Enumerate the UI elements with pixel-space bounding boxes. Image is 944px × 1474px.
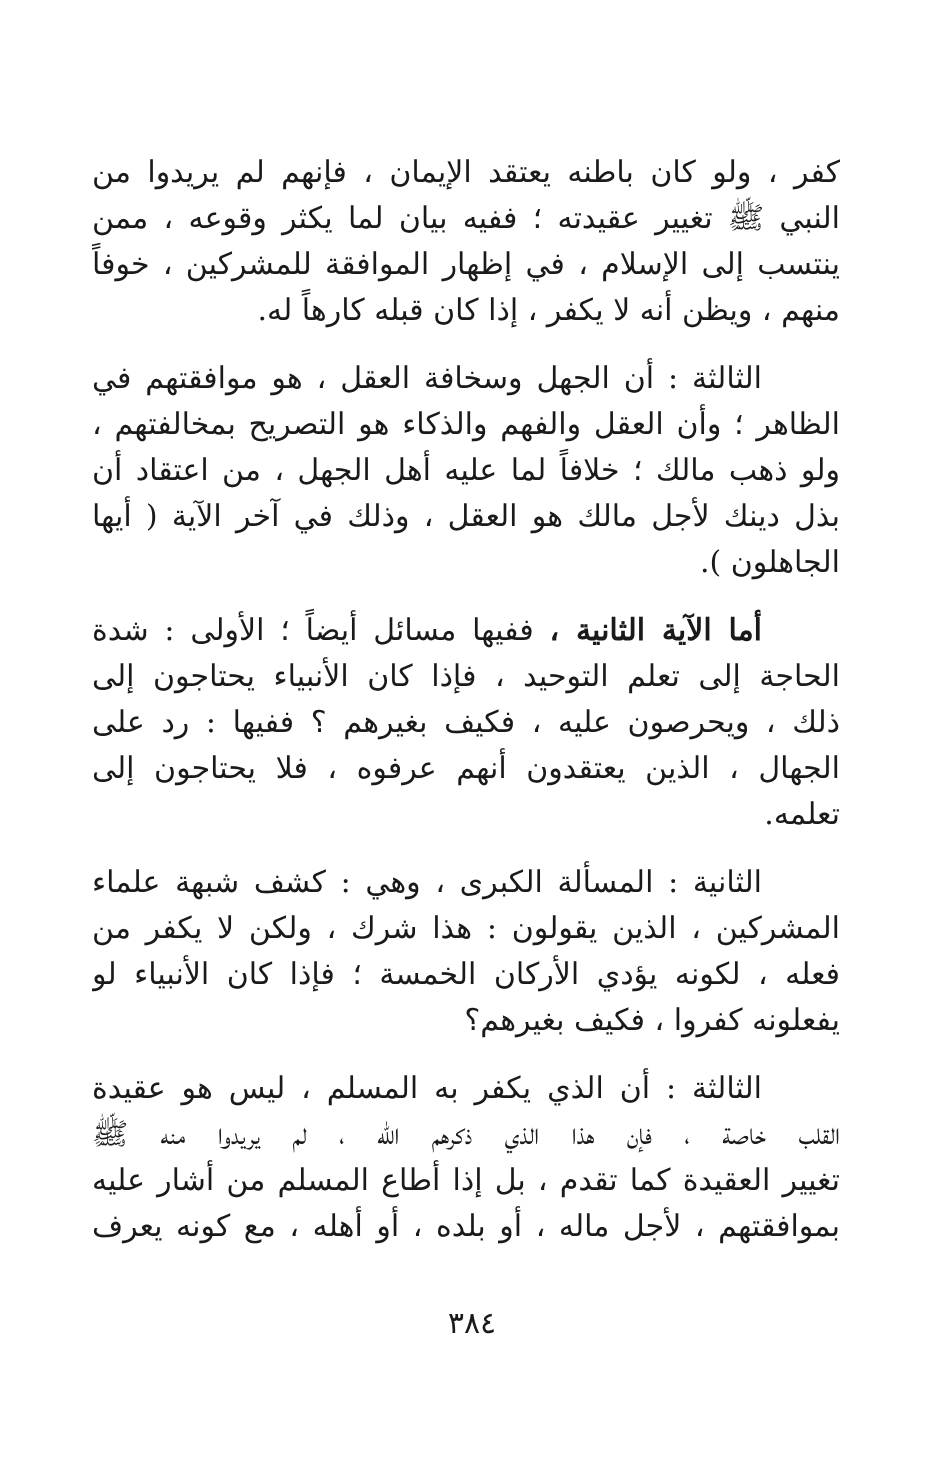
text-line: النبي ﷺ تغيير عقيدته ؛ ففيه بيان لما يكثر وقوعه ، ممن xyxy=(92,201,840,236)
text-line: ولو ذهب مالك ؛ خلافاً لما عليه أهل الجهل ، من اعتقاد أن xyxy=(92,453,840,488)
text-line xyxy=(92,608,840,654)
paragraph-1 xyxy=(92,150,840,334)
paragraph-3 xyxy=(92,608,840,838)
paragraph-5 xyxy=(92,1066,840,1250)
paragraph-4 xyxy=(92,860,840,1044)
text-line: بذل دينك لأجل مالك هو العقل ، وذلك في آخر الآية ( أيها xyxy=(92,499,840,534)
text-line: الثالثة : أن الجهل وسخافة العقل ، هو موافقتهم في xyxy=(92,361,762,396)
text-line: ينتسب إلى الإسلام ، في إظهار الموافقة للمشركين ، خوفاً xyxy=(92,247,840,282)
page-number: ٣٨٤ xyxy=(447,1306,497,1341)
text-line: فعله ، لكونه يؤدي الأركان الخمسة ؛ فإذا كان الأنبياء لو xyxy=(92,957,840,992)
page-body xyxy=(92,150,840,1330)
text-line: الثانية : المسألة الكبرى ، وهي : كشف شبهة علماء xyxy=(92,865,762,900)
text-line: الثالثة : أن الذي يكفر به المسلم ، ليس هو عقيدة xyxy=(92,1071,762,1106)
section-heading: أما الآية الثانية ، xyxy=(549,613,762,648)
text-line: الظاهر ؛ وأن العقل والفهم والذكاء هو التصريح بمخالفتهم ، xyxy=(92,407,840,442)
text-fragment: ففيها مسائل أيضاً ؛ الأولى : شدة xyxy=(92,613,550,648)
text-line: الجاهلون ). xyxy=(699,545,840,580)
text-line: منهم ، ويظن أنه لا يكفر ، إذا كان قبله كارهاً له. xyxy=(257,293,840,328)
text-line: تغيير العقيدة كما تقدم ، بل إذا أطاع المسلم من أشار عليه xyxy=(92,1163,840,1198)
paragraph-2 xyxy=(92,356,840,586)
text-line: المشركين ، الذين يقولون : هذا شرك ، ولكن لا يكفر من xyxy=(92,911,840,946)
text-line: ذلك ، ويحرصون عليه ، فكيف بغيرهم ؟ ففيها : رد على xyxy=(92,705,840,740)
text-line: بموافقتهم ، لأجل ماله ، أو بلده ، أو أهله ، مع كونه يعرف xyxy=(92,1209,840,1244)
text-line: الجهال ، الذين يعتقدون أنهم عرفوه ، فلا يحتاجون إلى xyxy=(92,751,840,786)
text-line: الحاجة إلى تعلم التوحيد ، فإذا كان الأنبياء يحتاجون إلى xyxy=(92,659,840,694)
text-line: القلب خاصة ، فإن هذا الذي ذكرهم الله ، لم يريدوا منه ﷺ xyxy=(92,1117,840,1152)
text-line: كفر ، ولو كان باطنه يعتقد الإيمان ، فإنهم لم يريدوا من xyxy=(92,155,840,190)
text-line: يفعلونه كفروا ، فكيف بغيرهم؟ xyxy=(464,1003,840,1038)
text-line: تعلمه. xyxy=(764,797,840,832)
